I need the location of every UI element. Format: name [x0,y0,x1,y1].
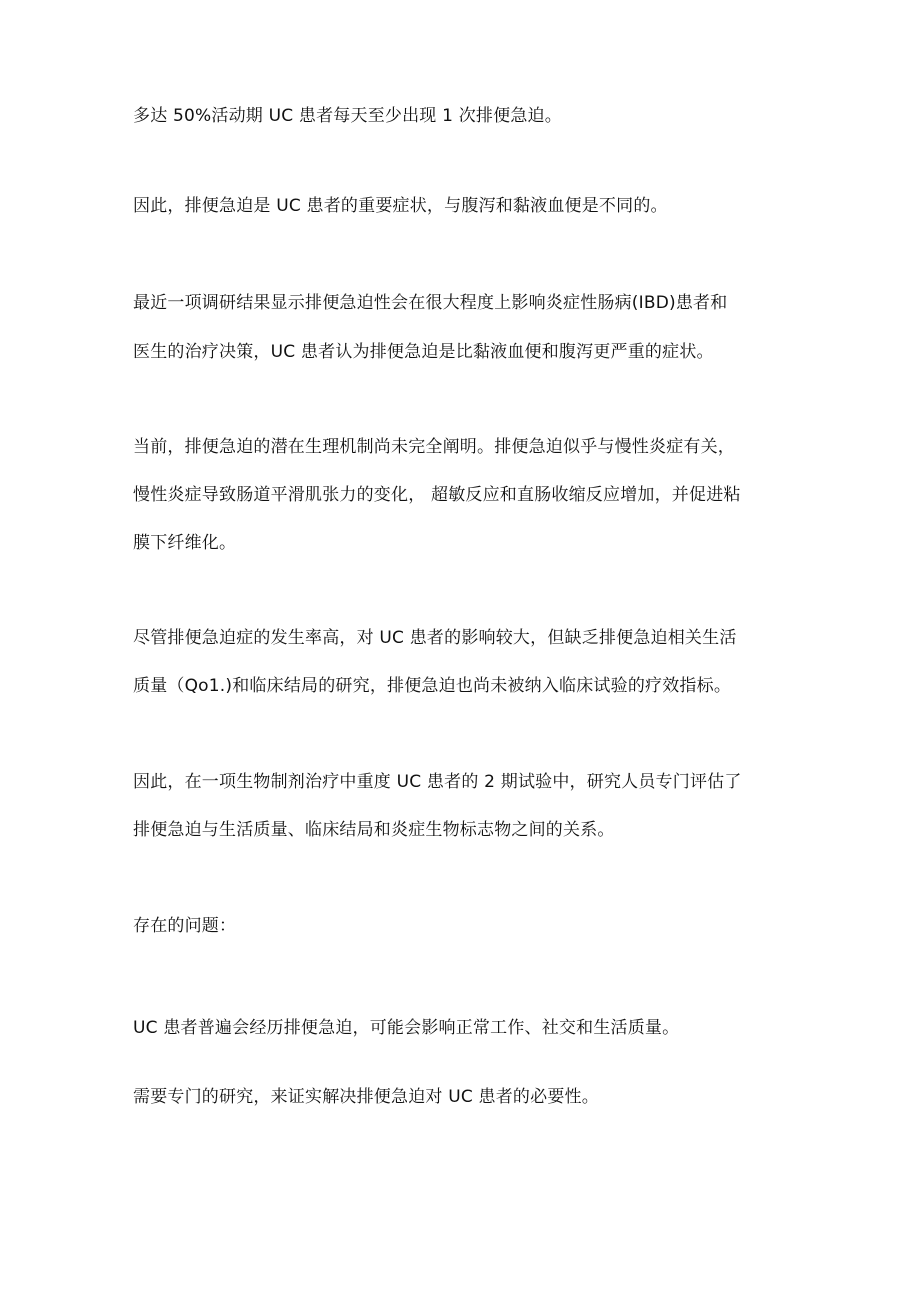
section-heading-problems: 存在的问题： [133,916,237,936]
paragraph-3-line-1: 最近一项调研结果显示排便急迫性会在很大程度上影响炎症性肠病(IBD)患者和 [133,293,728,313]
paragraph-2-line-1: 因此，排便急迫是 UC 患者的重要症状，与腹泻和黏液血便是不同的。 [133,196,668,216]
paragraph-5-line-2: 质量（Qo1.)和临床结局的研究，排便急迫也尚未被纳入临床试验的疗效指标。 [133,676,732,696]
paragraph-1-line-1: 多达 50%活动期 UC 患者每天至少出现 1 次排便急迫。 [133,106,562,126]
paragraph-5-line-1: 尽管排便急迫症的发生率高，对 UC 患者的影响较大，但缺乏排便急迫相关生活 [133,628,737,648]
paragraph-6-line-2: 排便急迫与生活质量、临床结局和炎症生物标志物之间的关系。 [133,820,615,840]
paragraph-8-line-1: UC 患者普遍会经历排便急迫，可能会影响正常工作、社交和生活质量。 [133,1018,680,1038]
paragraph-9-line-1: 需要专门的研究，来证实解决排便急迫对 UC 患者的必要性。 [133,1087,599,1107]
paragraph-3-line-2: 医生的治疗决策，UC 患者认为排便急迫是比黏液血便和腹泻更严重的症状。 [133,342,714,362]
paragraph-4-line-3: 膜下纤维化。 [133,533,237,553]
paragraph-4-line-2: 慢性炎症导致肠道平滑肌张力的变化， 超敏反应和直肠收缩反应增加，并促进粘 [133,485,741,505]
paragraph-6-line-1: 因此，在一项生物制剂治疗中重度 UC 患者的 2 期试验中，研究人员专门评估了 [133,772,742,792]
paragraph-4-line-1: 当前，排便急迫的潜在生理机制尚未完全阐明。排便急迫似乎与慢性炎症有关， [133,437,735,457]
